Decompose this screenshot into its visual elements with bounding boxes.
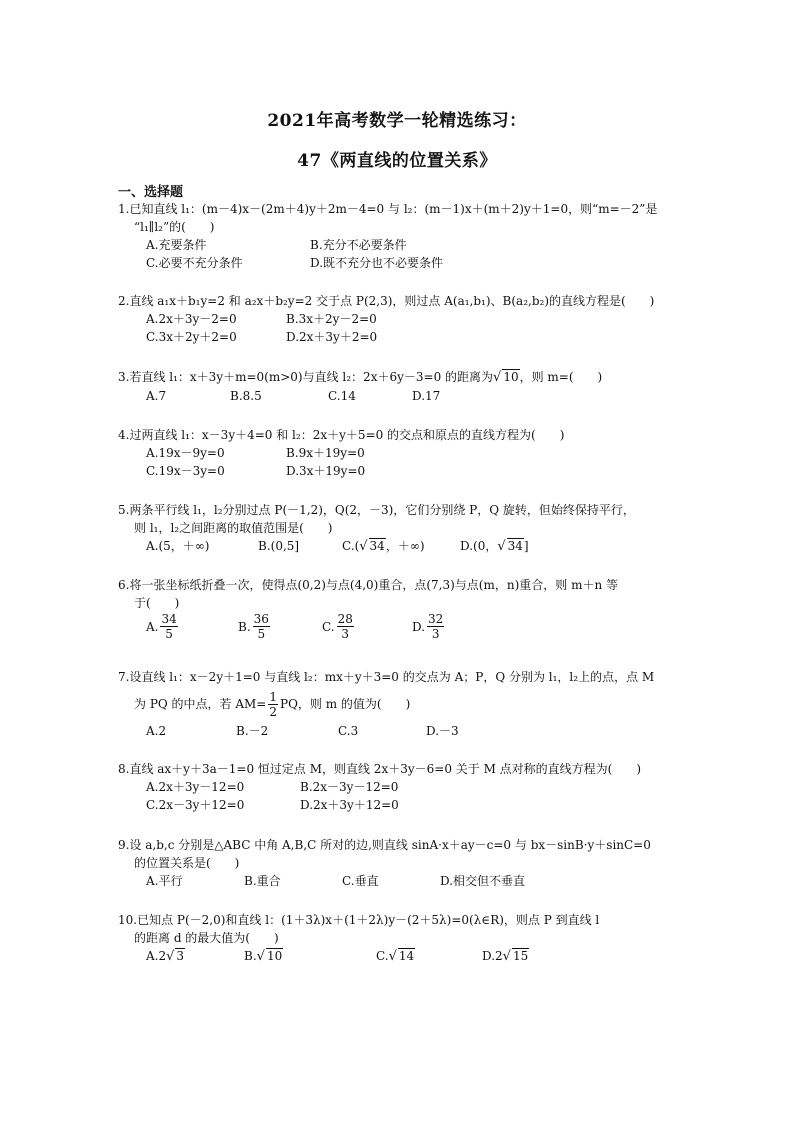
option-c [376,947,415,966]
question-8-options-row1 [118,778,708,796]
option-d-radicand: 15 [512,949,529,963]
question-5 [118,501,708,555]
question-5-stem: 5.两条平行线 l₁，l₂分别过点 P(－1,2)，Q(2，－3)，它们分别绕 P，Q 旋转，但始终保持平行， [118,503,635,517]
question-7-options [118,722,708,740]
option-d: D.2x＋3y＋12=0 [300,798,399,812]
option-d: D.相交但不垂直 [440,874,526,888]
option-c-radicand: 34 [369,539,385,553]
option-b: B.－2 [236,724,269,738]
option-a-letter: A. [146,619,159,634]
question-8 [118,760,708,814]
fraction [253,612,270,641]
sqrt-symbol: √ [388,949,397,964]
option-d: D.2x＋3y＋2=0 [286,330,378,344]
fraction [160,612,177,641]
option-c-prefix: C.( [342,539,360,553]
question-3 [118,368,708,405]
option-d-prefix: D.(0， [460,539,498,553]
question-2-options-row2 [118,328,708,346]
option-d [460,537,529,556]
option-a: A.(5，＋∞) [146,539,210,553]
denominator: 3 [431,627,440,641]
option-b: B.8.5 [230,389,262,403]
numerator: 32 [428,612,444,626]
option-a: A.2x＋3y－2=0 [146,312,237,326]
option-d-prefix: D.2 [482,949,503,963]
fraction [427,612,444,641]
option-c-suffix: ，＋∞) [385,539,425,553]
option-a: A.7 [146,389,167,403]
denominator: 3 [341,627,350,641]
option-c [342,537,425,556]
question-4 [118,426,708,480]
question-2 [118,292,708,346]
option-d-suffix: ] [523,539,529,553]
option-c: C.3 [338,724,359,738]
option-a-radicand: 3 [176,949,185,963]
option-a: A.19x－9y=0 [146,446,225,460]
question-3-stem [118,368,708,387]
question-1-stem-cont: “l₁∥l₂”的( ) [134,220,215,234]
question-1 [118,200,708,272]
title-line-1: 2021年高考数学一轮精选练习： [267,111,527,131]
option-c [322,612,356,641]
question-6-stem-cont: 于( ) [134,596,180,610]
question-4-options-row1 [118,444,708,462]
question-3-options [118,387,708,405]
option-b: B.重合 [244,874,281,888]
option-b: B.充分不必要条件 [310,238,407,252]
question-7-stem: 7.设直线 l₁：x－2y＋1=0 与直线 l₂：mx＋y＋3=0 的交点为 A；P，Q 分别为 l₁，l₂上的点，点 M [118,670,655,684]
question-9-stem-cont: 的位置关系是( ) [134,856,240,870]
question-9 [118,836,708,890]
fraction [337,612,354,641]
option-a [146,947,185,966]
sqrt-symbol: √ [502,949,511,964]
option-a: A.2x＋3y－12=0 [146,780,245,794]
question-1-options-row2 [118,254,708,272]
title-line-2: 47《两直线的位置关系》 [297,151,497,171]
option-c-radicand: 14 [398,949,415,963]
question-6 [118,576,708,652]
question-9-options [118,872,708,890]
question-9-stem: 9.设 a,b,c 分别是△ABC 中角 A,B,C 所对的边,则直线 sinA·x＋ay－c=0 与 bx－sinB·y＋sinC=0 [118,838,651,852]
sqrt-symbol: √ [256,949,265,964]
option-b-radicand: 10 [266,949,283,963]
question-7 [118,668,708,740]
question-5-stem-cont: 则 l₁，l₂之间距离的取值范围是( ) [134,521,333,535]
numerator: 1 [269,690,278,704]
option-b-prefix: B. [244,949,257,963]
option-c: C.19x－3y=0 [146,464,225,478]
option-d [482,947,529,966]
option-b: B.3x＋2y－2=0 [286,312,377,326]
question-1-options-row1 [118,236,708,254]
option-d-radicand: 34 [507,539,523,553]
option-b: B.9x＋19y=0 [286,446,365,460]
option-d: D.3x＋19y=0 [286,464,366,478]
question-4-options-row2 [118,462,708,480]
denominator: 5 [165,627,173,641]
question-6-options [118,612,708,652]
option-d-letter: D. [412,619,426,634]
sqrt-symbol: √ [497,539,506,554]
option-d [412,612,446,641]
question-5-options [118,537,708,555]
question-10-stem: 10.已知点 P(－2,0)和直线 l：(1＋3λ)x＋(1＋2λ)y－(2＋5λ)=0(λ∈R)，则点 P 到直线 l [118,913,600,927]
option-a: A.充要条件 [146,238,207,252]
question-10 [118,911,708,965]
option-c-letter: C. [322,619,335,634]
question-7-stem-cont [118,686,708,722]
question-3-stem-b: ，则 m=( ) [519,370,603,384]
question-7-stem-a: 为 PQ 的中点，若 AM= [134,697,267,711]
option-c: C.3x＋2y＋2=0 [146,330,237,344]
option-b-letter: B. [238,619,251,634]
question-4-stem: 4.过两直线 l₁：x－3y＋4=0 和 l₂：2x＋y＋5=0 的交点和原点的直线方程为( ) [118,428,565,442]
question-3-stem-a: 3.若直线 l₁：x＋3y＋m=0(m>0)与直线 l₂：2x＋6y－3=0 的距离为 [118,370,494,384]
option-c: C.垂直 [342,874,379,888]
denominator: 5 [257,627,266,641]
option-a: A.平行 [146,874,183,888]
option-d: D.17 [412,389,441,403]
option-d: D.－3 [426,724,459,738]
numerator: 28 [337,612,353,626]
question-10-stem-cont: 的距离 d 的最大值为( ) [134,931,279,945]
question-6-stem: 6.将一张坐标纸折叠一次，使得点(0,2)与点(4,0)重合，点(7,3)与点(m，n)重合，则 m＋n 等 [118,578,619,592]
sqrt-symbol: √ [493,370,502,385]
denominator: 2 [269,705,278,719]
question-2-options-row1 [118,310,708,328]
sqrt-symbol: √ [359,539,368,554]
fraction [268,690,278,719]
numerator: 36 [253,612,269,626]
option-a: A.2 [146,724,167,738]
sqrt-symbol: √ [166,949,175,964]
question-1-stem: 1.已知直线 l₁：(m－4)x－(2m＋4)y＋2m－4=0 与 l₂：(m－1)x＋(m＋2)y＋1=0，则“m=－2”是 [118,202,658,216]
option-b [238,612,272,641]
option-c: C.14 [328,389,356,403]
option-c-prefix: C. [376,949,389,963]
option-c: C.必要不充分条件 [146,256,243,270]
option-b: B.(0,5] [258,539,300,553]
question-8-stem: 8.直线 ax＋y＋3a－1=0 恒过定点 M，则直线 2x＋3y－6=0 关于 M 点对称的直线方程为( ) [118,762,642,776]
option-b [244,947,283,966]
option-d: D.既不充分也不必要条件 [310,256,444,270]
question-2-stem: 2.直线 a₁x＋b₁y=2 和 a₂x＋b₂y=2 交于点 P(2,3)，则过点 A(a₁,b₁)、B(a₂,b₂)的直线方程是( ) [118,294,655,308]
option-b: B.2x－3y－12=0 [300,780,399,794]
question-3-radicand: 10 [503,370,519,384]
option-a [146,612,180,641]
numerator: 34 [161,612,177,626]
question-8-options-row2 [118,796,708,814]
option-c: C.2x－3y＋12=0 [146,798,245,812]
question-7-stem-b: PQ，则 m 的值为( ) [280,697,411,711]
section-heading: 一、选择题 [118,185,184,200]
option-a-prefix: A.2 [146,949,167,963]
question-10-options [118,947,708,965]
